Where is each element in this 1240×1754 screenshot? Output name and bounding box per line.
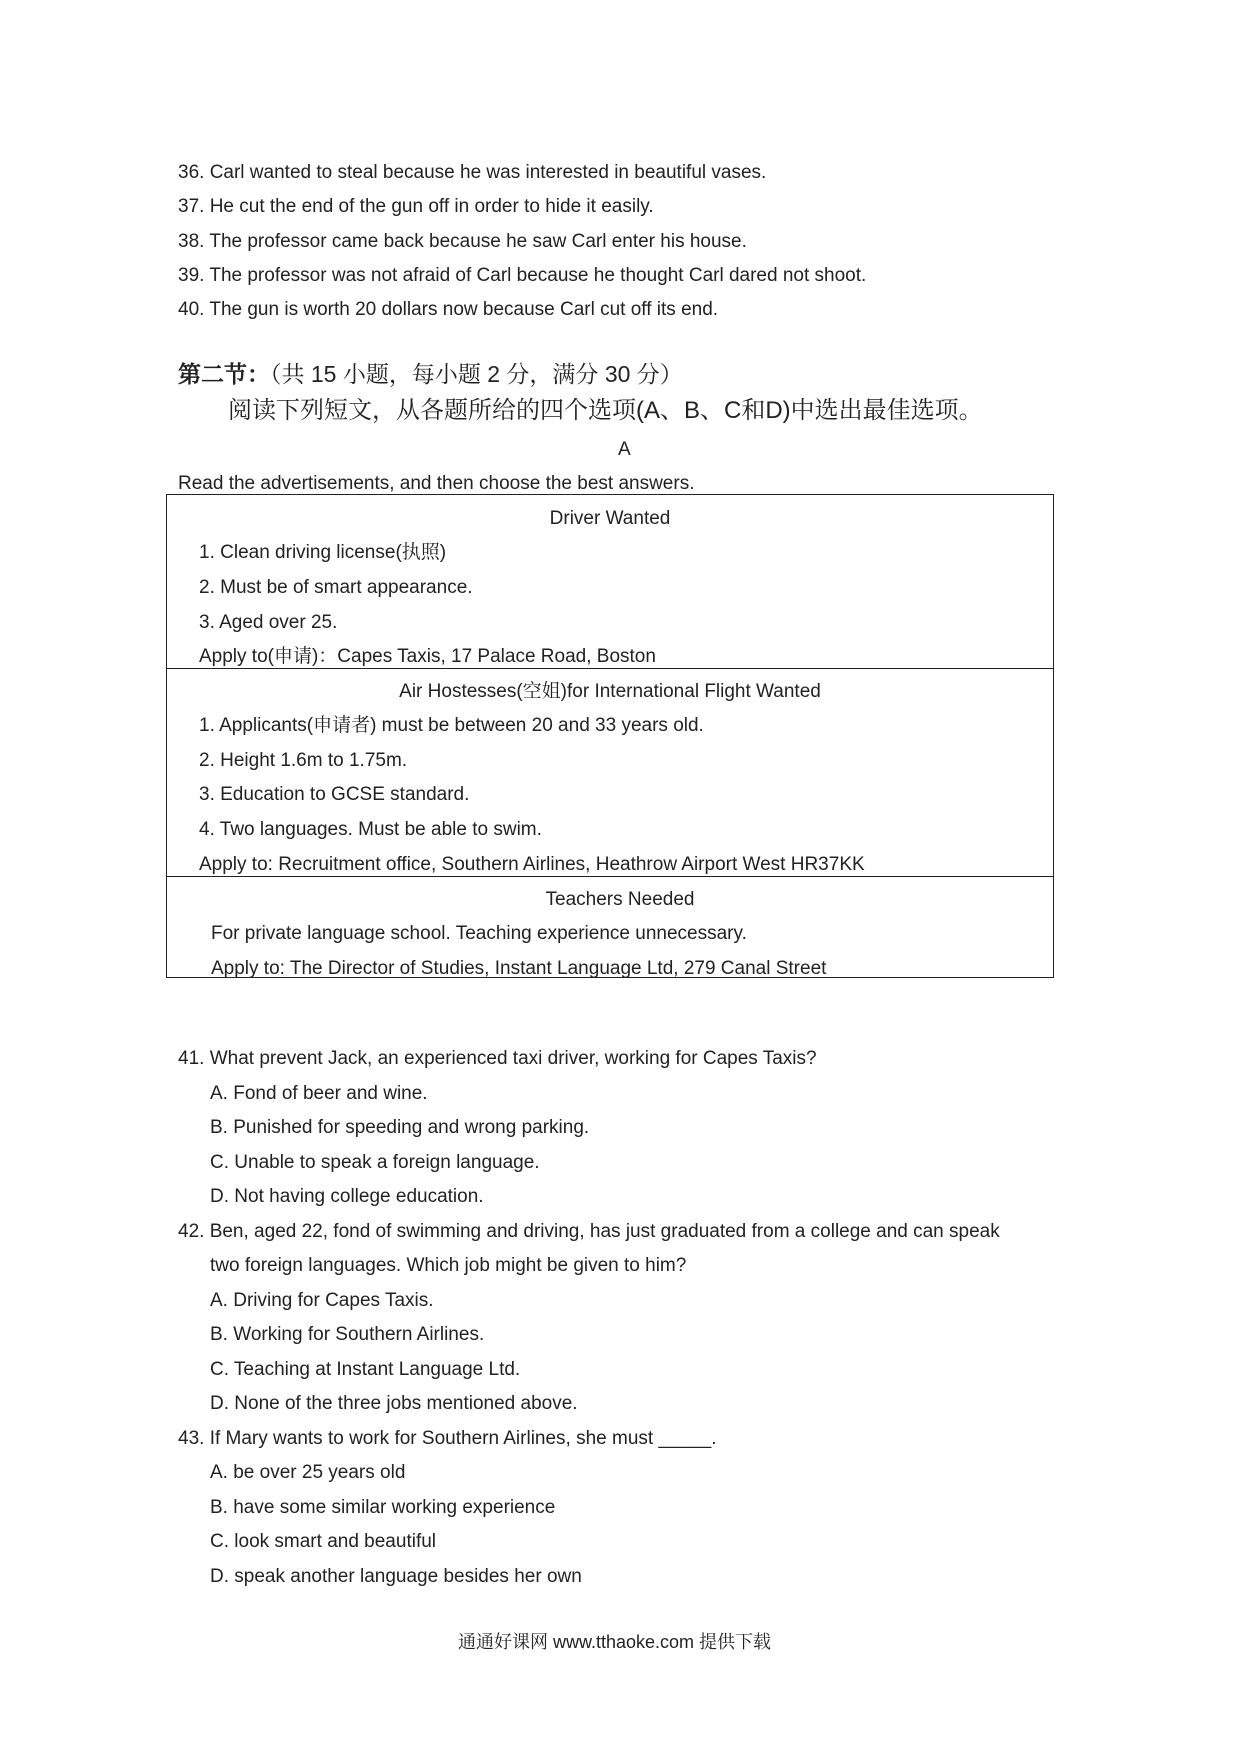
question-43-option-c: C. look smart and beautiful bbox=[210, 1531, 437, 1552]
question-41-option-c: C. Unable to speak a foreign language. bbox=[210, 1152, 540, 1173]
question-41-option-d: D. Not having college education. bbox=[210, 1186, 484, 1207]
ad-line: 2. Must be of smart appearance. bbox=[199, 577, 473, 598]
ad-line: For private language school. Teaching experience unnecessary. bbox=[211, 923, 747, 944]
section-subtitle: （共 15 小题，每小题 2 分，满分 30 分） bbox=[270, 361, 683, 387]
ad-title-teachers: Teachers Needed bbox=[545, 889, 695, 910]
question-42-option-b: B. Working for Southern Airlines. bbox=[210, 1324, 485, 1345]
section-instruction: 阅读下列短文，从各题所给的四个选项(A、B、C和D)中选出最佳选项。 bbox=[228, 397, 983, 424]
ad-divider bbox=[167, 876, 1053, 877]
ad-title-air-hostesses: Air Hostesses(空姐)for International Flight Wanted bbox=[399, 681, 821, 702]
statement-38: 38. The professor came back because he saw Carl enter his house. bbox=[178, 231, 747, 252]
question-43-stem: 43. If Mary wants to work for Southern Airlines, she must _____. bbox=[178, 1428, 717, 1449]
question-42-stem-cont: two foreign languages. Which job might be given to him? bbox=[210, 1255, 687, 1276]
question-42-option-c: C. Teaching at Instant Language Ltd. bbox=[210, 1359, 521, 1380]
question-42-option-a: A. Driving for Capes Taxis. bbox=[210, 1290, 434, 1311]
ad-line: Apply to: Recruitment office, Southern Airlines, Heathrow Airport West HR37KK bbox=[199, 854, 865, 875]
ad-title-driver: Driver Wanted bbox=[549, 508, 671, 529]
ad-line: 2. Height 1.6m to 1.75m. bbox=[199, 750, 408, 771]
ad-divider bbox=[167, 668, 1053, 669]
question-42-option-d: D. None of the three jobs mentioned above. bbox=[210, 1393, 578, 1414]
statement-37: 37. He cut the end of the gun off in order to hide it easily. bbox=[178, 196, 654, 217]
section-heading bbox=[178, 363, 683, 386]
advertisement-table bbox=[166, 494, 1054, 978]
question-43-option-d: D. speak another language besides her own bbox=[210, 1566, 582, 1587]
page-footer: 通通好课网 www.tthaoke.com 提供下载 bbox=[458, 1632, 772, 1652]
section-title: 第二节： bbox=[178, 361, 270, 387]
ad-line: 1. Applicants(申请者) must be between 20 and 33 years old. bbox=[199, 715, 704, 736]
ad-line: 4. Two languages. Must be able to swim. bbox=[199, 819, 542, 840]
question-41-option-b: B. Punished for speeding and wrong parking. bbox=[210, 1117, 590, 1138]
ad-line: Apply to: The Director of Studies, Instant Language Ltd, 279 Canal Street bbox=[211, 958, 827, 979]
question-42-stem: 42. Ben, aged 22, fond of swimming and driving, has just graduated from a college and can speak bbox=[178, 1221, 1000, 1242]
ad-line: Apply to(申请)：Capes Taxis, 17 Palace Road, Boston bbox=[199, 646, 656, 667]
question-43-option-b: B. have some similar working experience bbox=[210, 1497, 556, 1518]
question-41-option-a: A. Fond of beer and wine. bbox=[210, 1083, 428, 1104]
ad-line: 3. Education to GCSE standard. bbox=[199, 784, 470, 805]
ad-line: 3. Aged over 25. bbox=[199, 612, 338, 633]
statement-36: 36. Carl wanted to steal because he was interested in beautiful vases. bbox=[178, 162, 767, 183]
statement-39: 39. The professor was not afraid of Carl because he thought Carl dared not shoot. bbox=[178, 265, 867, 286]
ad-line: 1. Clean driving license(执照) bbox=[199, 542, 447, 563]
question-43-option-a: A. be over 25 years old bbox=[210, 1462, 406, 1483]
statement-40: 40. The gun is worth 20 dollars now because Carl cut off its end. bbox=[178, 299, 719, 320]
question-41-stem: 41. What prevent Jack, an experienced taxi driver, working for Capes Taxis? bbox=[178, 1048, 817, 1069]
passage-label: A bbox=[618, 439, 631, 460]
passage-intro: Read the advertisements, and then choose the best answers. bbox=[178, 473, 695, 494]
